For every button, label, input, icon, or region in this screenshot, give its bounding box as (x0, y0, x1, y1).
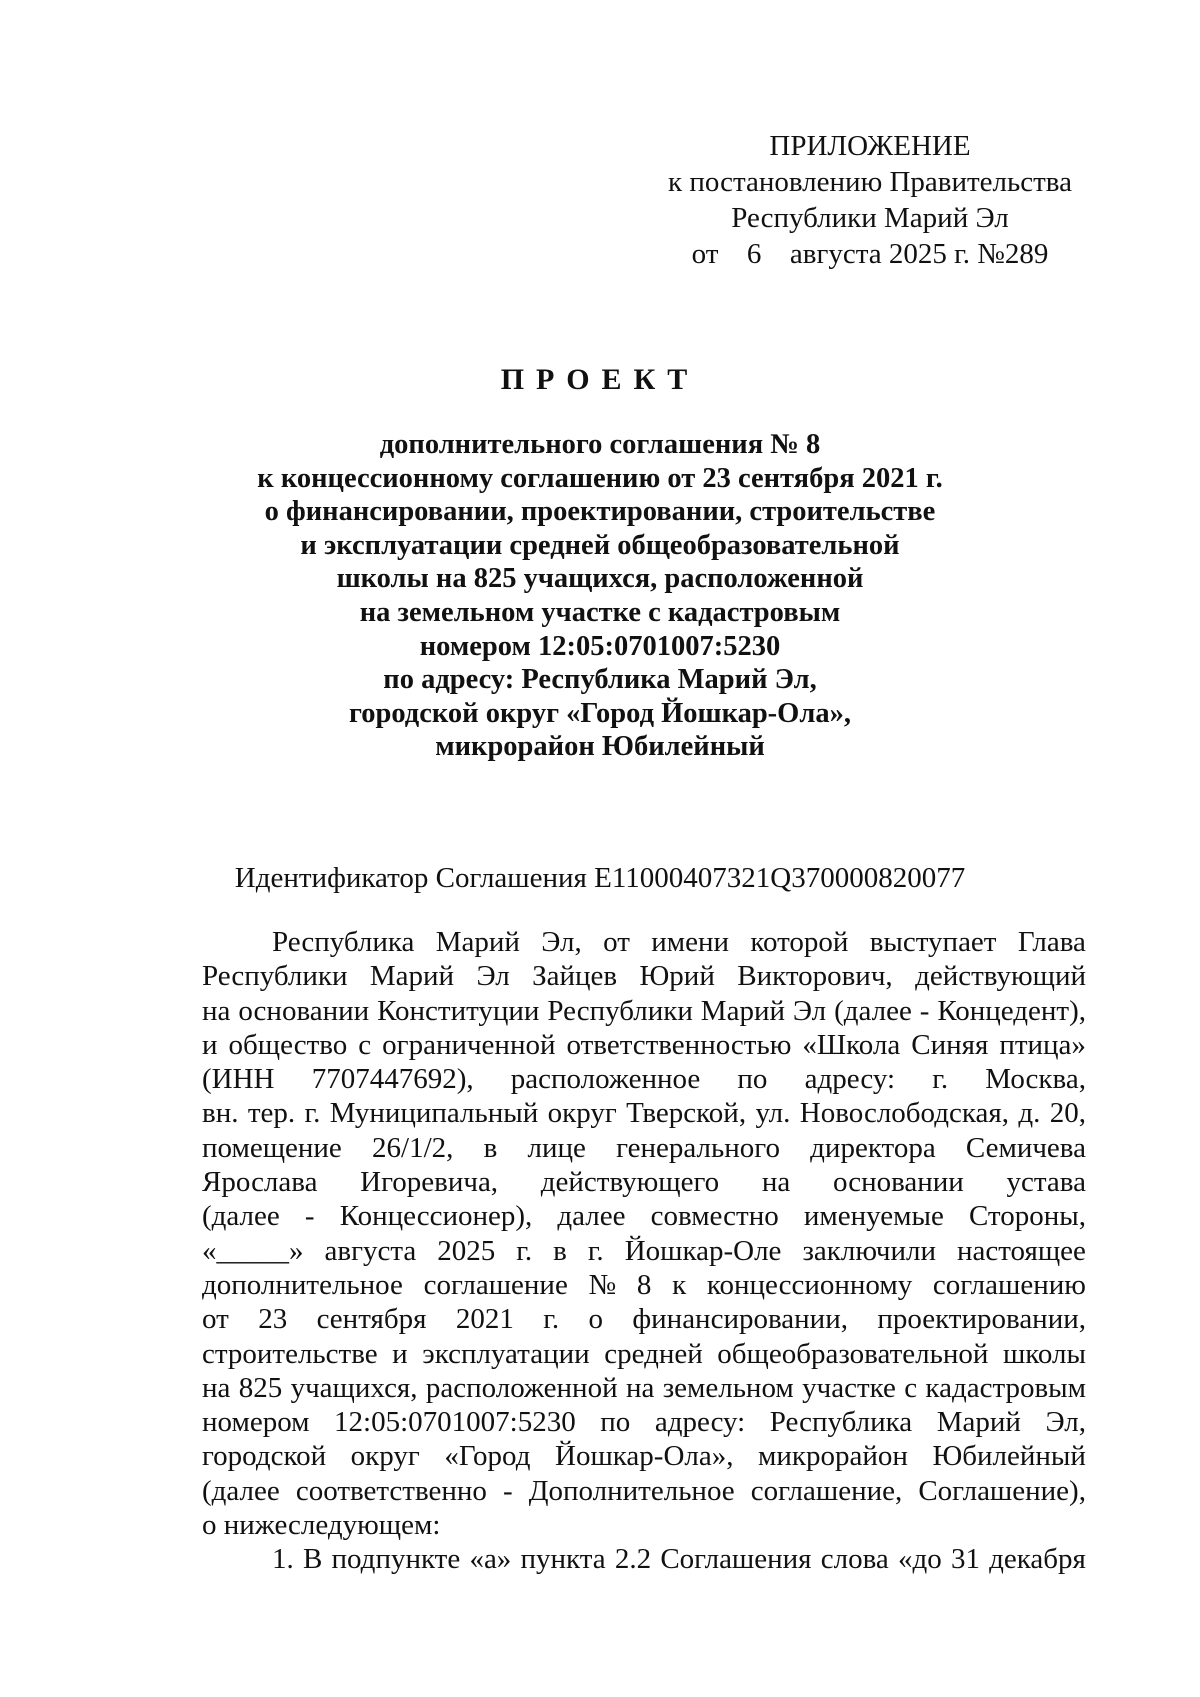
body-word: ответственностью (566, 1028, 792, 1061)
subject-line: по адресу: Республика Марий Эл, (383, 664, 817, 696)
body-word: эксплуатации (422, 1337, 590, 1370)
body-word: г. (543, 1303, 560, 1336)
subject-line: на земельном участке с кадастровым (359, 596, 841, 628)
body-word: «Школа (802, 1028, 901, 1061)
body-word: Марий (700, 994, 785, 1027)
body-line (202, 1131, 1086, 1165)
body-word: которой (750, 926, 849, 958)
body-word: настоящее (956, 1234, 1086, 1267)
body-word: «а» (469, 1543, 512, 1576)
body-word: помещение (202, 1131, 342, 1164)
body-word: «_____» (202, 1234, 304, 1267)
body-word: Концессионер), (339, 1200, 533, 1233)
body-word: 8 (636, 1268, 652, 1301)
body-word: Республика (272, 926, 415, 958)
body-word: адресу: (804, 1063, 896, 1096)
body-word: к (672, 1268, 687, 1301)
body-word: с (358, 1028, 372, 1061)
body-word: номером (202, 1406, 310, 1439)
body-word: «Город (444, 1440, 531, 1473)
body-word: совместно (650, 1200, 779, 1233)
body-word: Республики (202, 960, 348, 993)
date-rest: августа 2025 г. № (789, 238, 1005, 270)
body-word: проектировании, (877, 1303, 1086, 1336)
body-word: В (302, 1543, 323, 1576)
body-word: Викторович, (737, 960, 893, 993)
appendix-header (640, 128, 1100, 272)
body-word: подпункте (331, 1543, 461, 1576)
body-word: в (483, 1131, 498, 1164)
body-word: Семичева (965, 1131, 1086, 1164)
body-word: 2.2 (614, 1543, 652, 1576)
body-word: в (553, 1234, 567, 1267)
body-word: основании (238, 994, 370, 1027)
resolution-number: 289 (1004, 238, 1049, 270)
body-word: от (603, 926, 630, 958)
subject-line: номером 12:05:0701007:5230 (419, 630, 781, 662)
body-word: 12:05:0701007:5230 (334, 1406, 576, 1439)
body-line (202, 925, 1086, 959)
body-word: именуемые (803, 1200, 944, 1233)
body-word: соглашению (932, 1268, 1086, 1301)
body-line (202, 1199, 1086, 1233)
body-word: строительстве (202, 1337, 378, 1370)
body-word: по (737, 1063, 768, 1096)
body-word: средней (604, 1337, 703, 1370)
body-word: Эл (476, 960, 510, 993)
body-word: Марий (435, 926, 520, 958)
body-word: г. (516, 1234, 533, 1267)
body-line (202, 1508, 1086, 1542)
appendix-title: ПРИЛОЖЕНИЕ (769, 130, 971, 162)
body-word: Соглашение), (918, 1474, 1086, 1507)
body-line (202, 1302, 1086, 1336)
body-word: соответственно (295, 1474, 487, 1507)
body-line (202, 1474, 1086, 1508)
body-word: концессионному (706, 1268, 913, 1301)
body-word: действующий (915, 960, 1086, 993)
body-word: Синяя (911, 1028, 989, 1061)
body-word: ограниченной (382, 1028, 556, 1061)
body-word: тер. (247, 1097, 296, 1130)
subject-line: микрорайон Юбилейный (435, 731, 765, 763)
body-word: по (600, 1406, 631, 1439)
body-text (202, 925, 1086, 1577)
body-word: расположенной (425, 1371, 618, 1404)
body-word: о нижеследующем: (202, 1509, 441, 1542)
body-word: - (919, 994, 930, 1027)
body-word: (ИНН (202, 1063, 275, 1096)
body-line (202, 959, 1086, 993)
body-line (202, 994, 1086, 1028)
body-word: Республика (769, 1406, 913, 1439)
appendix-line-resolution: к постановлению Правительства (668, 166, 1072, 198)
body-line (202, 1542, 1086, 1576)
body-word: Йошкар-Оле (624, 1234, 782, 1267)
body-word: ул. (755, 1097, 791, 1130)
body-word: (далее (202, 1474, 280, 1507)
body-word: от (202, 1303, 229, 1336)
body-word: Юбилейный (932, 1440, 1086, 1473)
body-word: лице (527, 1131, 586, 1164)
body-word: - (304, 1200, 315, 1233)
body-word: Тверской, (626, 1097, 747, 1130)
agreement-identifier: Идентификатор Соглашения Е11000407321Q370000820077 (234, 862, 966, 894)
body-word: основании (832, 1166, 964, 1199)
body-word: Соглашения (660, 1543, 812, 1576)
body-word: (далее (834, 994, 912, 1027)
project-title: ПРОЕКТ (500, 363, 700, 396)
body-word: 825 (238, 1371, 283, 1404)
body-word: расположенное (510, 1063, 701, 1096)
body-word: Юрий (639, 960, 715, 993)
body-word: выступает (869, 926, 997, 958)
body-word: птица» (999, 1028, 1086, 1061)
subject-line: городской округ «Город Йошкар-Ола», (349, 697, 851, 729)
body-word: заключили (802, 1234, 936, 1267)
body-word: Глава (1017, 926, 1086, 958)
subject-line: и эксплуатации средней общеобразовательной (300, 529, 900, 561)
body-word: «до (897, 1543, 942, 1576)
body-word: с (904, 1371, 918, 1404)
body-line (202, 1062, 1086, 1096)
body-word: Эл (792, 994, 827, 1027)
body-word: общество (228, 1028, 348, 1061)
body-line (202, 1028, 1086, 1062)
date-day: 6 (746, 238, 762, 270)
body-word: декабря (989, 1543, 1086, 1576)
body-word: слова (820, 1543, 889, 1576)
body-word: пункта (520, 1543, 606, 1576)
body-word: вн. (202, 1097, 239, 1130)
body-line (202, 1439, 1086, 1473)
appendix-line-republic: Республики Марий Эл (731, 202, 1009, 234)
body-word: Концедент), (937, 994, 1086, 1027)
body-line (202, 1405, 1086, 1439)
body-word: сентября (316, 1303, 427, 1336)
subject-line: к концессионному соглашению от 23 сентября 2021 г. (257, 462, 943, 494)
body-word: финансировании, (632, 1303, 848, 1336)
body-word: генерального (616, 1131, 780, 1164)
body-word: 31 (950, 1543, 980, 1576)
body-word: округ (547, 1097, 617, 1130)
body-word: адресу: (654, 1406, 746, 1439)
body-word: 2025 (437, 1234, 496, 1267)
body-line (202, 1337, 1086, 1371)
body-word: Эл, (1045, 1406, 1086, 1439)
body-word: далее (557, 1200, 626, 1233)
body-word: дополнительное (202, 1268, 403, 1301)
body-word: Москва, (985, 1063, 1086, 1096)
body-word: на (202, 1371, 231, 1404)
agreement-subject (190, 428, 1010, 764)
body-word: 2021 (455, 1303, 514, 1336)
body-line (202, 1165, 1086, 1199)
body-word: городской (202, 1440, 327, 1473)
body-word: и (392, 1337, 408, 1370)
body-word: г. (587, 1234, 604, 1267)
body-word: соглашение (423, 1268, 568, 1301)
body-word: Йошкар-Ола», (555, 1440, 734, 1473)
body-word: д. (1018, 1097, 1041, 1130)
body-word: Игоревича, (360, 1166, 499, 1199)
body-line (202, 1096, 1086, 1130)
body-word: имени (651, 926, 729, 958)
body-word: действующего (540, 1166, 720, 1199)
body-word: 7707447692), (311, 1063, 474, 1096)
subject-line: о финансировании, проектировании, строительстве (264, 496, 936, 528)
body-word: на (761, 1166, 791, 1199)
body-word: Марий (369, 960, 455, 993)
body-line (202, 1268, 1086, 1302)
body-word: кадастровым (925, 1371, 1086, 1404)
body-word: Стороны, (968, 1200, 1086, 1233)
body-word: № (588, 1268, 617, 1301)
date-prefix: от (691, 238, 719, 270)
body-line (202, 1371, 1086, 1405)
body-word: микрорайон (758, 1440, 908, 1473)
body-word: г. (932, 1063, 949, 1096)
body-word: г. (304, 1097, 321, 1130)
body-word: на (625, 1371, 655, 1404)
body-word: учащихся, (290, 1371, 418, 1404)
body-word: Зайцев (532, 960, 618, 993)
body-word: 26/1/2, (372, 1131, 454, 1164)
body-word: участке (802, 1371, 896, 1404)
body-word: Республики (547, 994, 693, 1027)
body-word: на (202, 994, 231, 1027)
body-word: Марий (936, 1406, 1021, 1439)
body-line (202, 1234, 1086, 1268)
body-word: 1. (272, 1543, 294, 1576)
body-word: Конституции (377, 994, 540, 1027)
body-word: устава (1006, 1166, 1086, 1199)
body-word: Новослободская, (799, 1097, 1009, 1130)
body-word: школы (1002, 1337, 1086, 1370)
subject-line: школы на 825 учащихся, расположенной (336, 563, 864, 595)
body-word: Муниципальный (329, 1097, 539, 1130)
body-word: соглашение, (750, 1474, 903, 1507)
body-word: Ярослава (202, 1166, 318, 1199)
body-word: 23 (258, 1303, 288, 1336)
body-word: 20, (1049, 1097, 1086, 1130)
body-word: земельном (662, 1371, 794, 1404)
subject-line: дополнительного соглашения № 8 (379, 429, 821, 460)
body-word: Эл, (541, 926, 582, 958)
body-word: и (202, 1028, 218, 1061)
body-word: о (588, 1303, 603, 1336)
body-word: общеобразовательной (717, 1337, 989, 1370)
appendix-date-line (640, 236, 1100, 272)
body-word: - (503, 1474, 513, 1507)
body-word: августа (324, 1234, 417, 1267)
body-word: директора (810, 1131, 936, 1164)
body-word: (далее (202, 1200, 280, 1233)
body-word: Дополнительное (528, 1474, 735, 1507)
body-word: округ (350, 1440, 420, 1473)
